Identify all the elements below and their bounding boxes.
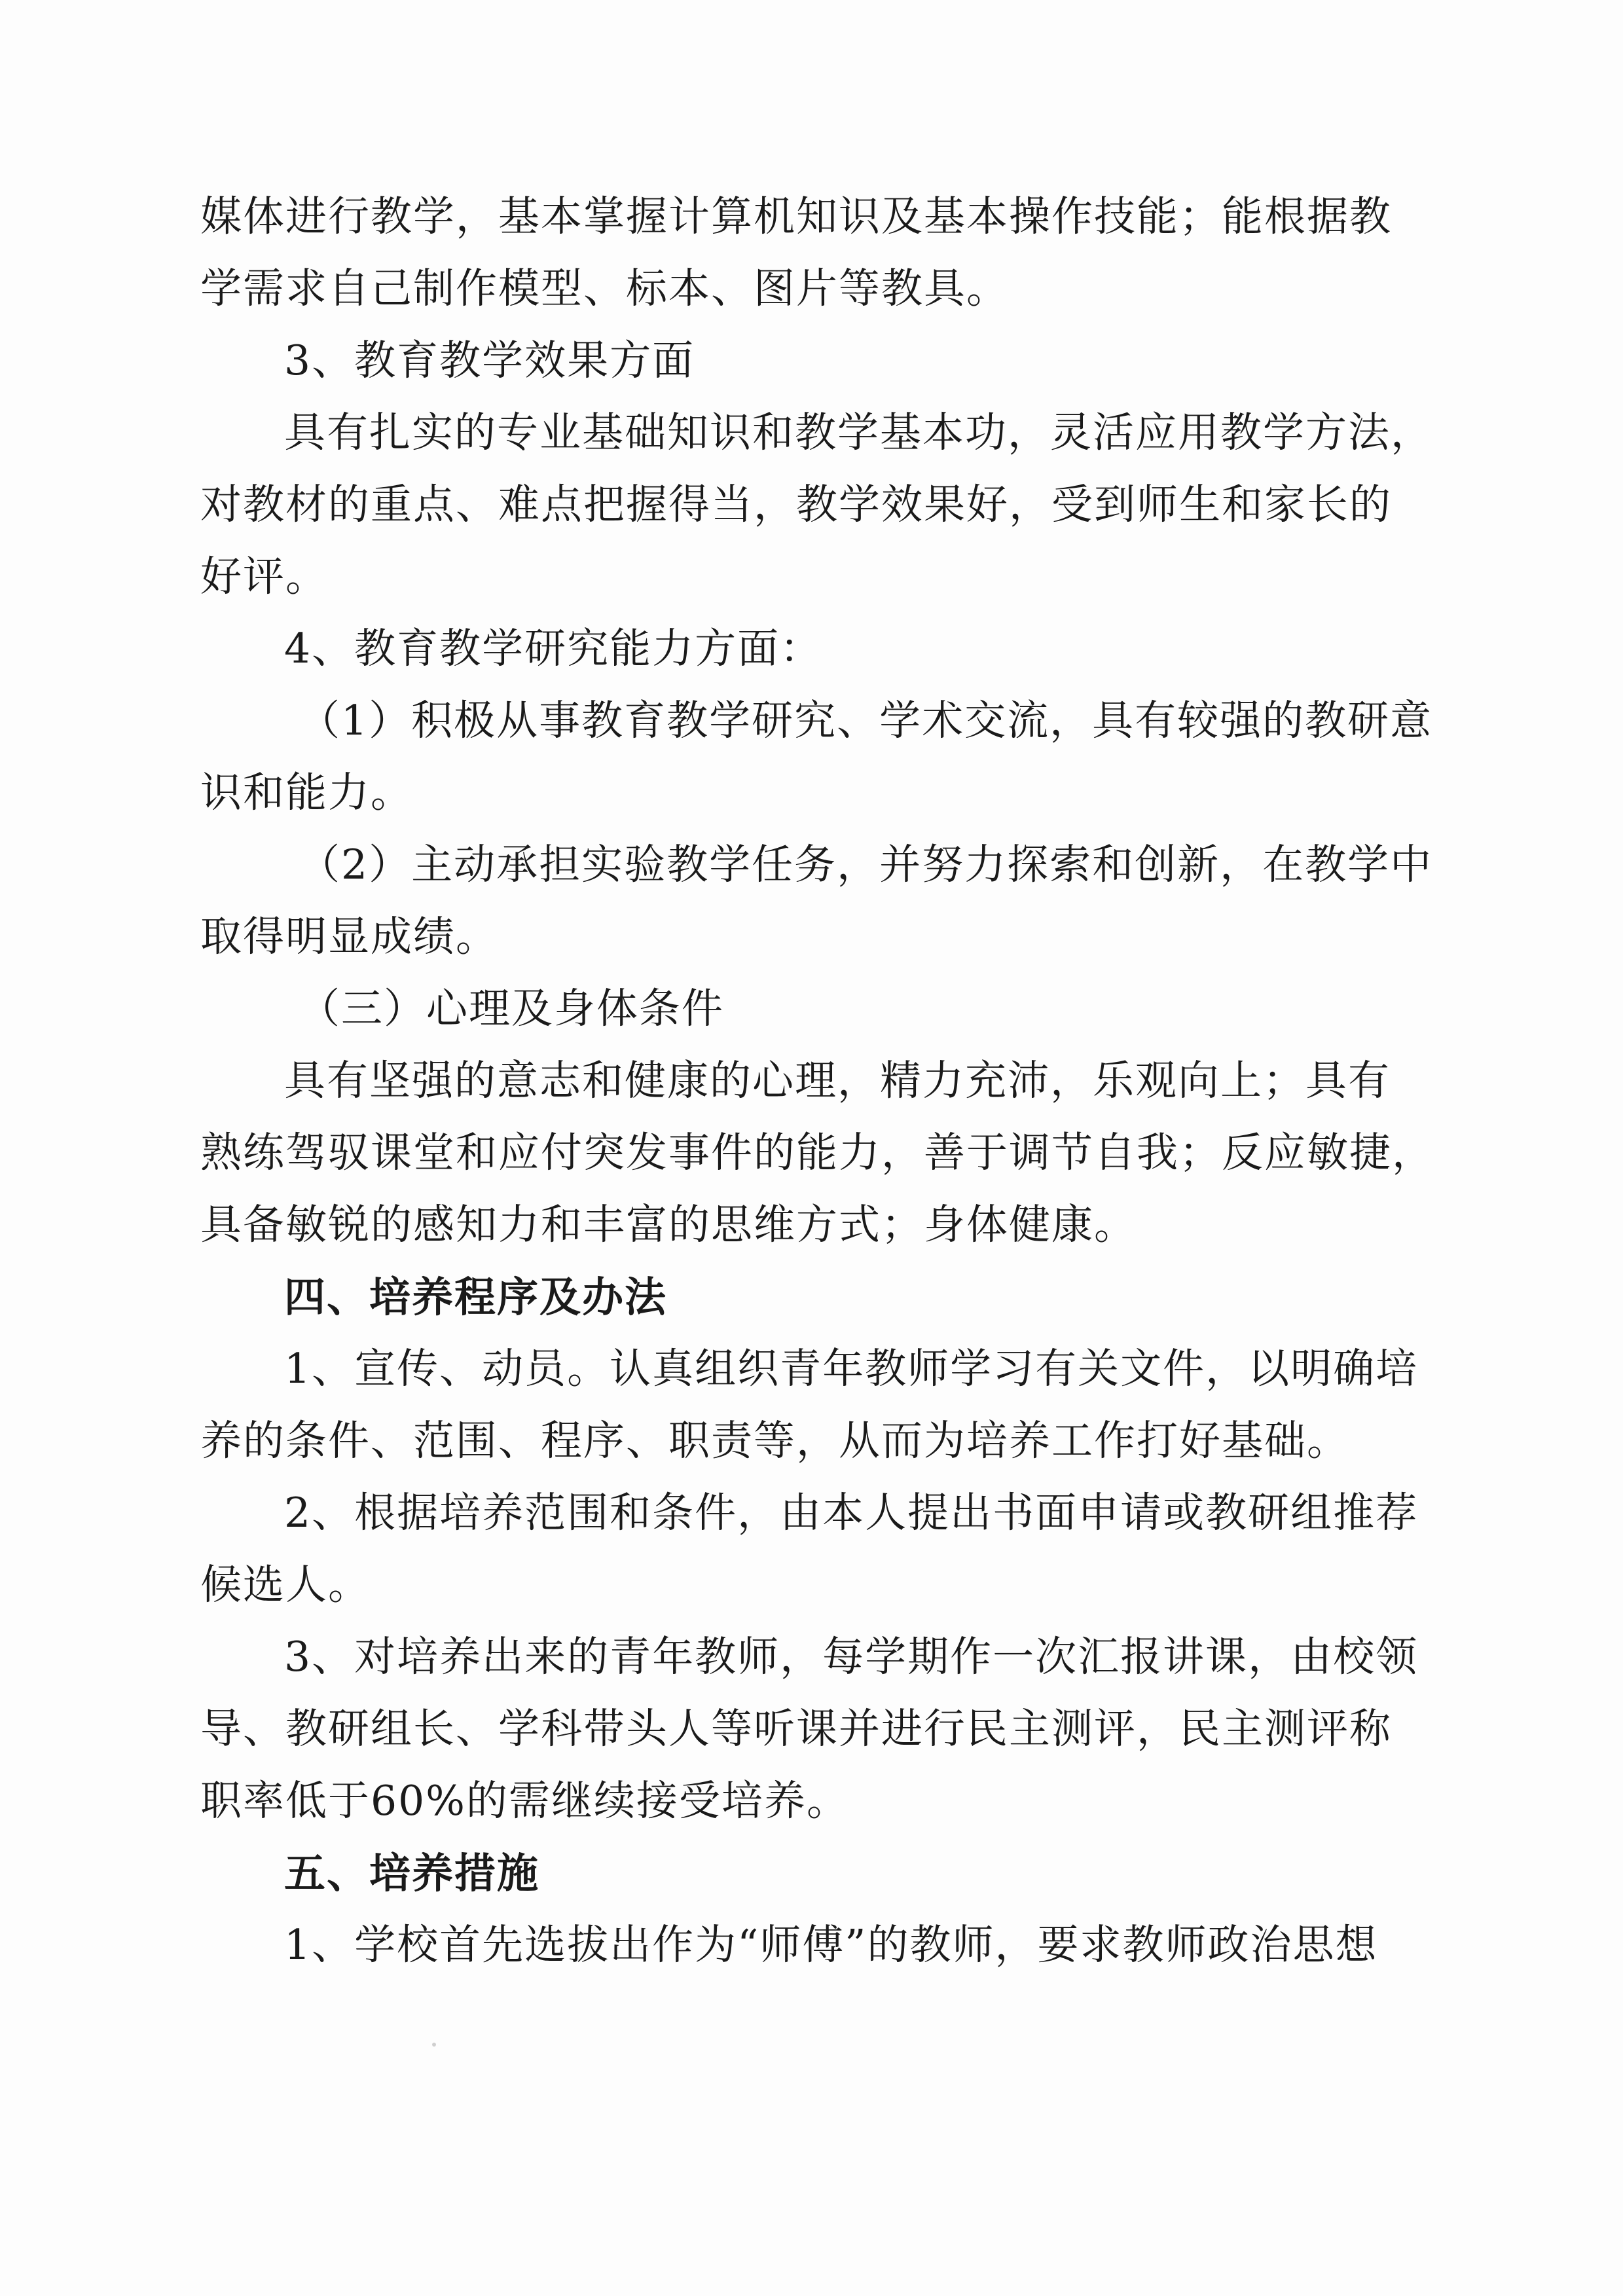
body-text-line: 取得明显成绩。: [200, 913, 498, 960]
body-text-line: 职率低于60%的需继续接受培养。: [200, 1777, 850, 1825]
section-heading: （三）心理及身体条件: [299, 985, 724, 1032]
body-text-line: 对教材的重点、难点把握得当，教学效果好，受到师生和家长的: [200, 481, 1392, 528]
body-text-line: 具有扎实的专业基础知识和教学基本功，灵活应用教学方法，: [284, 409, 1433, 456]
body-text-line: 3、对培养出来的青年教师，每学期作一次汇报讲课，由校领: [284, 1633, 1419, 1681]
body-text-line: 学需求自己制作模型、标本、图片等教具。: [200, 264, 1009, 312]
body-text-line: 媒体进行教学，基本掌握计算机知识及基本操作技能；能根据教: [200, 192, 1392, 240]
body-text-line: 熟练驾驭课堂和应付突发事件的能力，善于调节自我；反应敏捷，: [200, 1129, 1434, 1176]
body-text-line: 2、根据培养范围和条件，由本人提出书面申请或教研组推荐: [284, 1489, 1419, 1537]
body-text-line: 具备敏锐的感知力和丰富的思维方式；身体健康。: [200, 1201, 1137, 1248]
body-text-line: 好评。: [200, 553, 328, 600]
body-text-line: 1、学校首先选拔出作为“师傅”的教师，要求教师政治思想: [284, 1921, 1378, 1969]
scan-speck: [432, 2043, 436, 2047]
body-text-line: 识和能力。: [200, 769, 413, 816]
body-text-line: 候选人。: [200, 1561, 371, 1609]
document-body: [200, 181, 1438, 1981]
body-text-line: （2）主动承担实验教学任务，并努力探索和创新，在教学中: [299, 841, 1433, 888]
body-text-line: （1）积极从事教育教学研究、学术交流，具有较强的教研意: [299, 697, 1433, 744]
section-title: 四、培养程序及办法: [284, 1273, 667, 1321]
section-heading: 4、教育教学研究能力方面：: [284, 625, 823, 672]
body-text-line: 具有坚强的意志和健康的心理，精力充沛，乐观向上；具有: [284, 1057, 1391, 1104]
section-heading: 3、教育教学效果方面: [284, 337, 695, 384]
section-title: 五、培养措施: [284, 1849, 539, 1897]
body-text-line: 养的条件、范围、程序、职责等，从而为培养工作打好基础。: [200, 1417, 1349, 1465]
body-text-line: 导、教研组长、学科带头人等听课并进行民主测评，民主测评称: [200, 1705, 1392, 1753]
body-text-line: 1、宣传、动员。认真组织青年教师学习有关文件，以明确培: [284, 1345, 1419, 1393]
